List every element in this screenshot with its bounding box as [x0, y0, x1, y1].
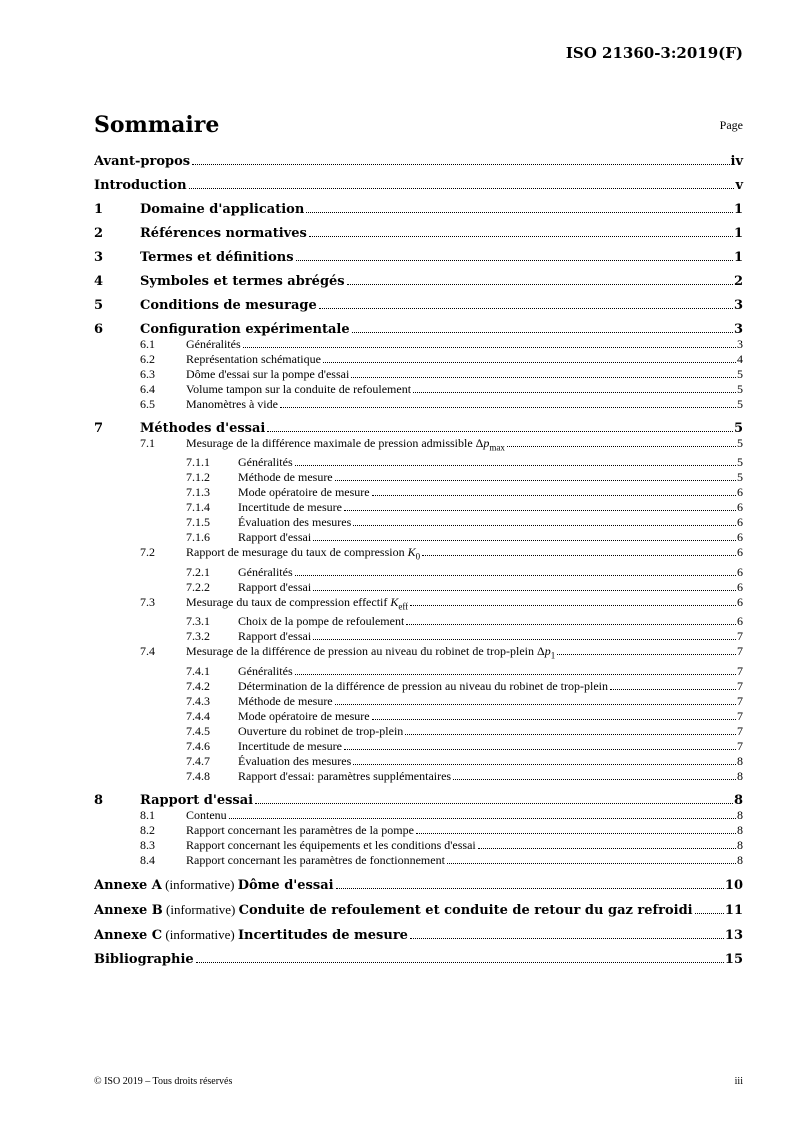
- toc-entry-number: 7.1.5: [186, 515, 210, 530]
- toc-entry-page: 5: [737, 382, 743, 396]
- toc-entry-number: 7.2.2: [186, 579, 210, 594]
- toc-entry-page: 6: [737, 614, 743, 629]
- toc-entry-text: Bibliographie: [94, 951, 194, 967]
- math-symbol: K: [390, 594, 399, 609]
- math-subscript: 1: [550, 650, 556, 661]
- toc-entry-page: 6: [737, 545, 743, 560]
- toc-entry-text: Généralités: [238, 663, 293, 678]
- toc-entry-page: 8: [733, 792, 743, 808]
- dot-leader: [344, 509, 736, 511]
- toc-entry-text-main: Mesurage de la différence de pression au niveau du robinet de trop-plein Δ: [186, 644, 545, 659]
- toc-entry-number: 7.4.8: [186, 768, 210, 783]
- toc-entry-7-1-6[interactable]: [94, 530, 743, 545]
- dot-leader: [192, 163, 729, 165]
- dot-leader: [372, 718, 736, 720]
- toc-entry-text: Références normatives: [140, 226, 307, 241]
- toc-entry-7-1-4[interactable]: [94, 500, 743, 515]
- toc-entry-number: 7.1.3: [186, 485, 210, 500]
- toc-entry-text-main: Mesurage du taux de compression effectif: [186, 594, 391, 609]
- toc-entry-text: Généralités: [238, 455, 293, 470]
- toc-entry-7-2[interactable]: [94, 545, 743, 564]
- toc-entry-page: 7: [737, 663, 743, 678]
- toc-entry-page: 5: [737, 367, 743, 381]
- toc-entry-text: Évaluation des mesures: [238, 753, 352, 768]
- dot-leader: [353, 524, 736, 526]
- annex-type: (informative): [162, 901, 239, 917]
- toc-entry-8-1[interactable]: [94, 808, 743, 823]
- toc-entry-number: 6.5: [140, 397, 155, 411]
- toc-entry-number: 7.1: [140, 436, 155, 450]
- dot-leader: [507, 445, 736, 447]
- dot-leader: [267, 430, 733, 432]
- toc-entry-text: [94, 927, 408, 943]
- dot-leader: [295, 574, 736, 576]
- dot-leader: [243, 346, 736, 348]
- toc-entry-text: [186, 436, 505, 455]
- toc-entry-6-5[interactable]: [94, 397, 743, 412]
- toc-entry-number: 7.4.1: [186, 663, 210, 678]
- toc-entry-page: 1: [733, 226, 743, 241]
- toc-entry-page: 7: [737, 708, 743, 723]
- toc-entry-page: 7: [737, 693, 743, 708]
- toc-entry-6-1[interactable]: [94, 337, 743, 352]
- toc-entry-annex-c[interactable]: [94, 927, 743, 943]
- toc-entry-page: 7: [737, 723, 743, 738]
- toc-entry-page: 2: [733, 274, 743, 289]
- dot-leader: [280, 406, 736, 408]
- annex-label: Annexe A: [94, 877, 162, 893]
- math-subscript: eff: [398, 601, 409, 612]
- dot-leader: [406, 623, 736, 625]
- toc-entry-avant-propos[interactable]: [94, 154, 743, 169]
- toc-entry-number: 8.4: [140, 852, 155, 867]
- toc-entry-page: 1: [733, 202, 743, 217]
- toc-entry-number: 7.4.7: [186, 753, 210, 768]
- dot-leader: [453, 778, 736, 780]
- toc-entry-number: 7.4.3: [186, 693, 210, 708]
- toc-entry-page: iv: [730, 154, 743, 169]
- toc-entry-page: 8: [737, 822, 743, 837]
- toc-entry-number: 7: [94, 421, 104, 436]
- toc-entry-text: Méthode de mesure: [238, 470, 333, 485]
- toc-entry-7-4-1[interactable]: [94, 664, 743, 679]
- dot-leader: [410, 937, 724, 939]
- dot-leader: [295, 464, 736, 466]
- dot-leader: [335, 703, 736, 705]
- toc-entry-text: Rapport concernant les paramètres de la pompe: [186, 822, 414, 837]
- toc-entry-number: 7.1.6: [186, 530, 210, 545]
- toc-entry-clause-6[interactable]: [94, 322, 743, 337]
- toc-entry-7-3-2[interactable]: [94, 629, 743, 644]
- annex-title: Incertitudes de mesure: [237, 927, 408, 943]
- dot-leader: [196, 961, 724, 963]
- dot-leader: [410, 604, 736, 606]
- toc-entry-page: 4: [737, 352, 743, 366]
- toc-entry-7-4-7[interactable]: [94, 754, 743, 769]
- toc-entry-number: 6.1: [140, 337, 155, 351]
- toc-entry-number: 7.3.1: [186, 614, 210, 629]
- dot-leader: [319, 307, 733, 309]
- toc-entry-number: 7.4.4: [186, 708, 210, 723]
- toc-entry-page: 5: [737, 436, 743, 450]
- toc-entry-page: 15: [724, 951, 743, 967]
- toc-entry-text: Rapport d'essai: [238, 530, 312, 545]
- toc-entry-number: 8.3: [140, 837, 155, 852]
- footer-page-number: iii: [734, 1076, 743, 1087]
- dot-leader: [313, 539, 736, 541]
- dot-leader: [353, 763, 736, 765]
- toc-entry-8-3[interactable]: [94, 838, 743, 853]
- toc-entry-text: Méthodes d'essai: [140, 421, 266, 436]
- toc-entry-number: 7.4: [140, 644, 155, 659]
- toc-entry-page: 5: [737, 455, 743, 470]
- toc-entry-7-1[interactable]: [94, 436, 743, 455]
- toc-entry-text: Détermination de la différence de pression au niveau du robinet de trop-plein: [238, 678, 608, 693]
- toc-entry-7-4-5[interactable]: [94, 724, 743, 739]
- dot-leader: [413, 391, 736, 393]
- toc-entry-text: Représentation schématique: [186, 352, 321, 366]
- dot-leader: [478, 847, 736, 849]
- toc-entry-7-1-3[interactable]: [94, 485, 743, 500]
- toc-entry-page: 6: [737, 530, 743, 545]
- toc-entry-7-2-2[interactable]: [94, 580, 743, 595]
- toc-entry-number: 8.1: [140, 807, 155, 822]
- toc-entry-text: Ouverture du robinet de trop-plein: [238, 723, 404, 738]
- toc-entry-text: Choix de la pompe de refoulement: [238, 614, 405, 629]
- page-title: Sommaire: [94, 112, 220, 138]
- toc-entry-text: Avant-propos: [94, 154, 191, 169]
- toc-entry-number: 4: [94, 274, 104, 289]
- toc-entry-text: Configuration expérimentale: [140, 322, 350, 337]
- toc-entry-number: 1: [94, 202, 104, 217]
- toc-entry-number: 6.2: [140, 352, 155, 366]
- toc-entry-6-3[interactable]: [94, 367, 743, 382]
- toc-entry-number: 7.3: [140, 594, 155, 609]
- toc-entry-number: 7.4.6: [186, 738, 210, 753]
- toc-entry-clause-4[interactable]: [94, 274, 743, 289]
- toc-entry-annex-a[interactable]: [94, 877, 743, 893]
- toc-entry-page: 1: [733, 250, 743, 265]
- dot-leader: [309, 235, 733, 237]
- toc-entry-page: 7: [737, 738, 743, 753]
- toc-entry-text: Termes et définitions: [140, 250, 294, 265]
- dot-leader: [255, 802, 733, 804]
- dot-leader: [306, 211, 733, 213]
- dot-leader: [352, 331, 733, 333]
- toc-entry-7-4-3[interactable]: [94, 694, 743, 709]
- toc-entry-text: Rapport concernant les paramètres de fonctionnement: [186, 852, 445, 867]
- dot-leader: [405, 733, 736, 735]
- toc-entry-text: [186, 595, 408, 614]
- toc-entry-7-1-5[interactable]: [94, 515, 743, 530]
- toc-entry-7-1-2[interactable]: [94, 470, 743, 485]
- toc-entry-page: 8: [737, 753, 743, 768]
- toc-entry-number: 7.4.5: [186, 723, 210, 738]
- dot-leader: [351, 376, 736, 378]
- toc-entry-bibliographie[interactable]: [94, 952, 743, 967]
- toc-entry-page: 13: [724, 927, 743, 943]
- annex-label: Annexe C: [94, 927, 163, 943]
- toc-entry-page: 5: [737, 397, 743, 411]
- toc-entry-7-3[interactable]: [94, 595, 743, 614]
- toc-entry-number: 5: [94, 298, 104, 313]
- dot-leader: [695, 912, 724, 914]
- toc-entry-text: Rapport d'essai: [140, 792, 254, 808]
- toc-entry-page: 3: [737, 337, 743, 351]
- toc-entry-page: 7: [737, 678, 743, 693]
- toc-entry-text: Introduction: [94, 178, 187, 193]
- toc-entry-number: 7.4.2: [186, 678, 210, 693]
- toc-entry-text-main: Rapport de mesurage du taux de compression: [186, 545, 408, 560]
- toc-entry-text: Dôme d'essai sur la pompe d'essai: [186, 367, 350, 381]
- toc-entry-page: 6: [737, 564, 743, 579]
- toc-entry-text: Rapport d'essai: [238, 579, 312, 594]
- toc-entry-page: 6: [737, 594, 743, 609]
- dot-leader: [416, 832, 736, 834]
- dot-leader: [296, 259, 733, 261]
- toc-entry-number: 7.2: [140, 545, 155, 560]
- toc-entry-page: 10: [724, 877, 743, 893]
- toc-entry-number: 7.1.4: [186, 500, 210, 515]
- toc-entry-text: Évaluation des mesures: [238, 515, 352, 530]
- annex-title: Dôme d'essai: [237, 877, 334, 893]
- toc-entry-clause-2[interactable]: [94, 226, 743, 241]
- dot-leader: [372, 494, 736, 496]
- annex-title: Conduite de refoulement et conduite de retour du gaz refroidi: [238, 902, 693, 918]
- dot-leader: [610, 688, 736, 690]
- toc-entry-text: Rapport d'essai: paramètres supplémentaires: [238, 768, 452, 783]
- math-symbol: K: [407, 545, 416, 560]
- toc-entry-7-4-6[interactable]: [94, 739, 743, 754]
- toc-entry-text: Conditions de mesurage: [140, 298, 317, 313]
- toc-entry-clause-8[interactable]: [94, 793, 743, 808]
- toc-entry-number: 8.2: [140, 822, 155, 837]
- toc-entry-text: Domaine d'application: [140, 202, 305, 217]
- toc-entry-7-4-8[interactable]: [94, 769, 743, 784]
- dot-leader: [229, 817, 736, 819]
- toc-entry-text: [186, 644, 555, 663]
- toc-entry-text: [94, 902, 693, 918]
- dot-leader: [336, 887, 724, 889]
- toc-entry-introduction[interactable]: [94, 178, 743, 193]
- toc-entry-page: 6: [737, 515, 743, 530]
- toc-entry-text: Manomètres à vide: [186, 397, 278, 411]
- toc-entry-clause-7[interactable]: [94, 421, 743, 436]
- math-symbol: p: [544, 644, 551, 659]
- toc-entry-number: 6: [94, 322, 104, 337]
- toc-entry-number: 7.3.2: [186, 629, 210, 644]
- toc-entry-annex-b[interactable]: [94, 902, 743, 918]
- dot-leader: [313, 589, 736, 591]
- toc-entry-number: 7.2.1: [186, 564, 210, 579]
- toc-entry-page: 6: [737, 579, 743, 594]
- toc-entry-text: Symboles et termes abrégés: [140, 274, 345, 289]
- dot-leader: [189, 187, 735, 189]
- toc-entry-page: 6: [737, 500, 743, 515]
- toc-entry-text: Mode opératoire de mesure: [238, 708, 370, 723]
- toc-entry-number: 6.4: [140, 382, 155, 396]
- toc-entry-page: 5: [733, 421, 743, 436]
- toc-entry-text: Contenu: [186, 807, 227, 822]
- toc-entry-text-main: Mesurage de la différence maximale de pression admissible Δ: [186, 436, 484, 450]
- toc-entry-7-4-4[interactable]: [94, 709, 743, 724]
- toc-entry-clause-1[interactable]: [94, 202, 743, 217]
- toc-entry-text: Mode opératoire de mesure: [238, 485, 370, 500]
- toc-entry-text: Généralités: [238, 564, 293, 579]
- math-symbol: p: [483, 436, 490, 450]
- toc-entry-clause-3[interactable]: [94, 250, 743, 265]
- toc-entry-page: 7: [737, 629, 743, 644]
- toc-entry-text: Volume tampon sur la conduite de refoulement: [186, 382, 412, 396]
- toc-entry-page: 7: [737, 644, 743, 659]
- dot-leader: [335, 479, 736, 481]
- toc-entry-7-4-2[interactable]: [94, 679, 743, 694]
- toc-entry-text: Rapport d'essai: [238, 629, 312, 644]
- toc-entry-8-4[interactable]: [94, 853, 743, 868]
- document-id: ISO 21360-3:2019(F): [565, 44, 743, 62]
- toc-entry-number: 7.1.1: [186, 455, 210, 470]
- toc-entry-page: 8: [737, 768, 743, 783]
- toc-entry-8-2[interactable]: [94, 823, 743, 838]
- toc-entry-7-2-1[interactable]: [94, 565, 743, 580]
- dot-leader: [313, 638, 736, 640]
- toc-entry-clause-5[interactable]: [94, 298, 743, 313]
- math-subscript: max: [489, 442, 505, 453]
- dot-leader: [557, 653, 736, 655]
- dot-leader: [447, 862, 736, 864]
- dot-leader: [344, 748, 736, 750]
- table-of-contents: [94, 154, 743, 967]
- toc-entry-page: 5: [737, 470, 743, 485]
- toc-entry-page: 3: [733, 322, 743, 337]
- toc-entry-7-4[interactable]: [94, 644, 743, 663]
- toc-entry-number: 7.1.2: [186, 470, 210, 485]
- toc-entry-number: 8: [94, 792, 104, 808]
- dot-leader: [422, 554, 736, 556]
- toc-entry-text: [186, 545, 420, 564]
- dot-leader: [295, 673, 736, 675]
- toc-entry-text: Incertitude de mesure: [238, 500, 342, 515]
- dot-leader: [347, 283, 733, 285]
- footer-copyright: © ISO 2019 – Tous droits réservés: [94, 1076, 233, 1087]
- page-column-label: Page: [719, 118, 743, 132]
- toc-entry-page: 6: [737, 485, 743, 500]
- toc-entry-text: Méthode de mesure: [238, 693, 333, 708]
- toc-entry-7-1-1[interactable]: [94, 455, 743, 470]
- toc-entry-6-2[interactable]: [94, 352, 743, 367]
- toc-entry-text: Rapport concernant les équipements et les conditions d'essai: [186, 837, 476, 852]
- toc-entry-page: v: [735, 178, 743, 193]
- dot-leader: [323, 361, 736, 363]
- toc-entry-text: Généralités: [186, 337, 241, 351]
- toc-entry-page: 8: [737, 807, 743, 822]
- toc-entry-page: 11: [724, 902, 743, 918]
- toc-entry-page: 8: [737, 837, 743, 852]
- toc-entry-6-4[interactable]: [94, 382, 743, 397]
- toc-entry-text: Incertitude de mesure: [238, 738, 342, 753]
- toc-entry-page: 3: [733, 298, 743, 313]
- annex-type: (informative): [161, 876, 238, 892]
- toc-entry-page: 8: [737, 852, 743, 867]
- toc-entry-7-3-1[interactable]: [94, 614, 743, 629]
- math-subscript: 0: [415, 551, 421, 562]
- toc-entry-text: [94, 877, 334, 893]
- toc-entry-number: 3: [94, 250, 104, 265]
- toc-entry-number: 6.3: [140, 367, 155, 381]
- annex-label: Annexe B: [94, 902, 163, 918]
- annex-type: (informative): [162, 926, 238, 942]
- toc-entry-number: 2: [94, 226, 104, 241]
